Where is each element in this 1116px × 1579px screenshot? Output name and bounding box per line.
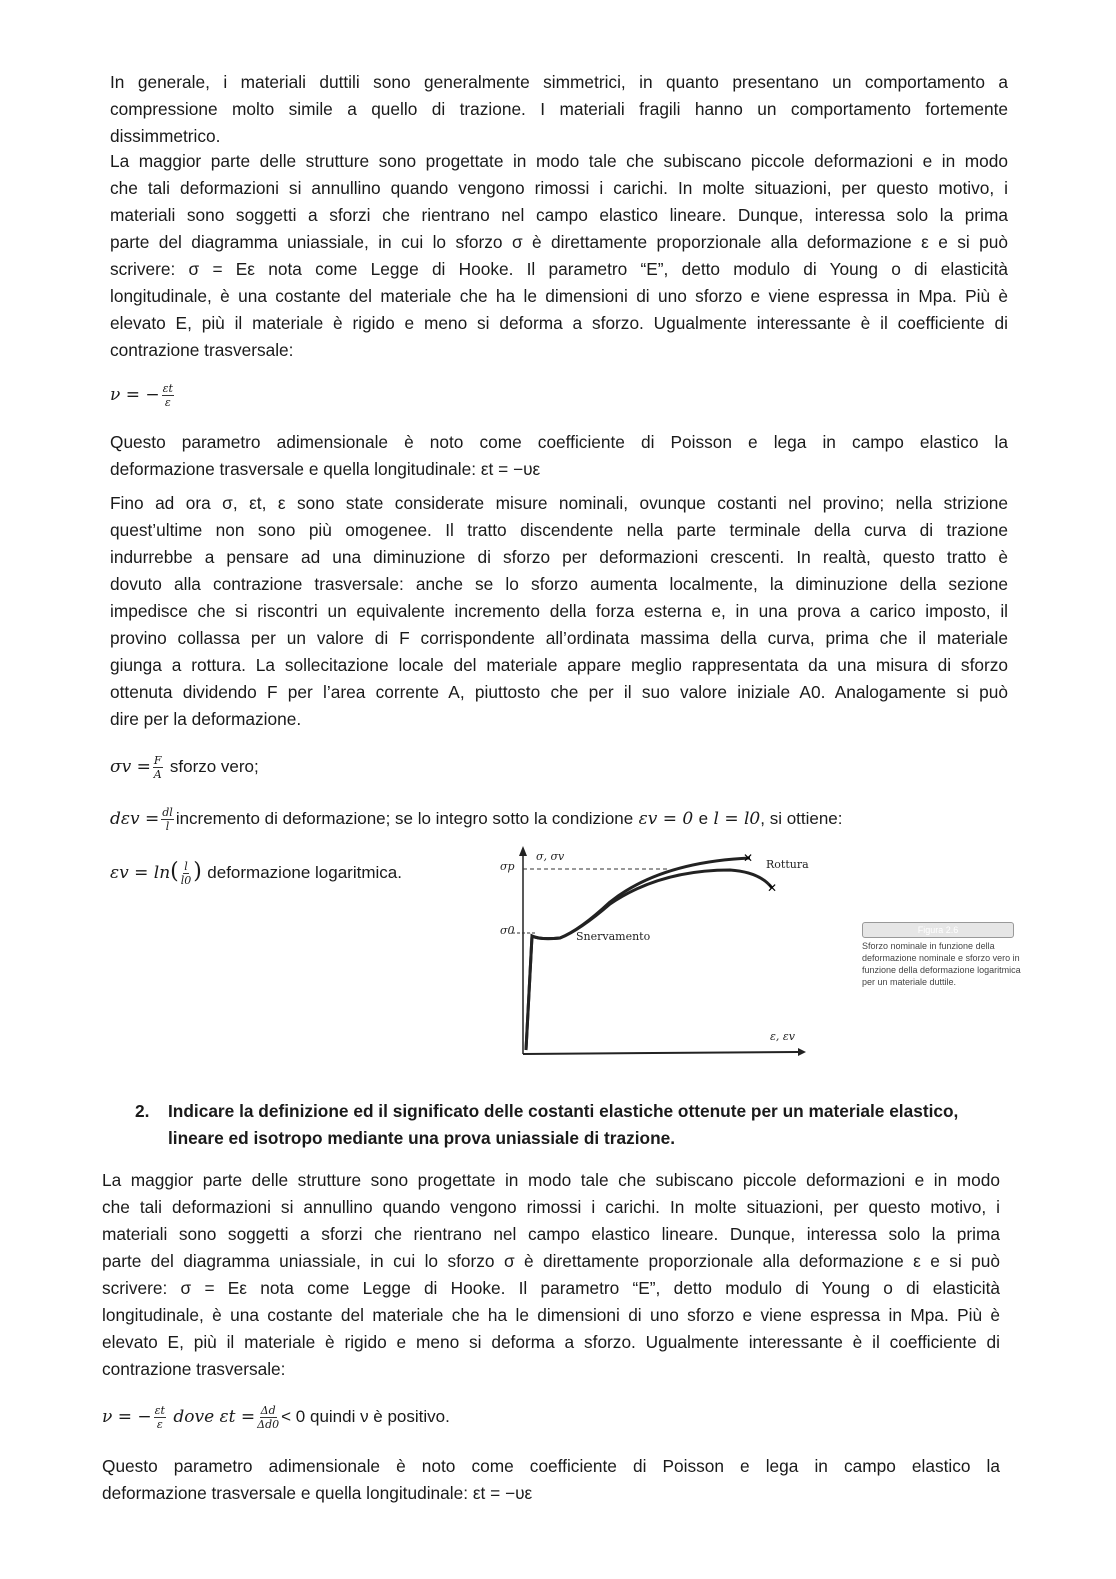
x-axis-label: ε, εv: [770, 1030, 796, 1043]
text-line: Fino ad ora σ, εt, ε sono state considerate misure nominali, ovunque costanti nel provino; nella strizione: [110, 493, 1008, 513]
figure-caption: Sforzo nominale in funzione della deformazione nominale e sforzo vero in funzione della deformazione logaritmica per un materiale duttile.: [862, 941, 1021, 987]
paragraph-1: [110, 69, 1008, 150]
text-line: materiali sono soggetti a sforzi che rientrano nel campo elastico lineare. Dunque, interessa solo la prima: [110, 205, 1008, 225]
log-strain-formula: εv = ln( $\frac{l}{l0}$ ) deformazione logaritmica.: [110, 859, 402, 887]
break-mark-nominal: ✕: [767, 881, 778, 895]
text-line: dissimmetrico.: [110, 126, 221, 146]
formula-mid: dove εt =: [173, 1407, 256, 1427]
text-line: deformazione trasversale e quella longitudinale: εt = −υε: [102, 1483, 533, 1503]
text-line: impedisce che si riscontri un equivalente incremento della forza esterna e, in una prova a carico imposto, il: [110, 601, 1008, 621]
text-line: Questo parametro adimensionale è noto come coefficiente di Poisson e lega in campo elastico la: [102, 1456, 1000, 1476]
question-text: [168, 1098, 958, 1152]
text-line: dire per la deformazione.: [110, 709, 302, 729]
text-line: materiali sono soggetti a sforzi che rientrano nel campo elastico lineare. Dunque, interessa solo la prima: [102, 1224, 1000, 1244]
numerator: F: [153, 754, 162, 767]
sigma-0-label: σ0: [500, 924, 515, 937]
text-line: contrazione trasversale:: [102, 1359, 286, 1379]
strain-increment-formula: [110, 805, 842, 833]
text-line: dovuto alla contrazione trasversale: anche se lo sforzo aumenta localmente, la diminuzione della sezione: [110, 574, 1008, 594]
denominator: Δd0: [257, 1418, 280, 1431]
text-line: contrazione trasversale:: [110, 340, 294, 360]
break-label: Rottura: [766, 858, 809, 871]
poisson-formula: [110, 382, 176, 409]
text-line: compressione molto simile a quello di trazione. I materiali fragili hanno un comportamento fortemente: [110, 99, 1008, 119]
x-axis-arrow: [798, 1048, 806, 1056]
conjunction: e: [698, 809, 709, 828]
denominator: l0: [180, 874, 192, 887]
nominal-stress-curve: [526, 870, 772, 1050]
text-line: elevato E, più il materiale è rigido e meno si deforma a sforzo. Ugualmente interessante è il coefficiente di: [110, 313, 1008, 333]
text-line: La maggior parte delle strutture sono progettate in modo tale che subiscano piccole deformazioni e in modo: [110, 151, 1008, 171]
y-axis-label: σ, σv: [536, 850, 565, 863]
numerator: εt: [154, 1404, 165, 1417]
text-line: longitudinale, è una costante del materiale che ha le dimensioni di uno sforzo e viene espressa in Mpa. Più è: [110, 286, 1008, 306]
formula-text: < 0 quindi ν è positivo.: [281, 1407, 450, 1426]
true-stress-formula: [110, 753, 259, 781]
denominator: ε: [164, 396, 171, 409]
condition-2: l = l0: [713, 809, 761, 829]
question-heading: [135, 1098, 149, 1125]
text-line: provino collassa per un valore di F corrispondente all’ordinata massima della curva, prima che il materiale: [110, 628, 1008, 648]
paragraph-3: [110, 429, 1008, 483]
text-line: deformazione trasversale e quella longitudinale: εt = −υε: [110, 459, 541, 479]
paragraph-5: [102, 1167, 1000, 1383]
question-number: 2.: [135, 1101, 150, 1121]
stress-strain-diagram: [490, 840, 830, 1060]
figure-caption-title: Figura 2.6: [862, 922, 1014, 938]
formula-text: sforzo vero;: [169, 757, 259, 776]
text-line: ottenuta dividendo F per l’area corrente A, piuttosto che per il suo valore iniziale A0. Analogamente si può: [110, 682, 1008, 702]
stress-strain-figure: [490, 840, 830, 1065]
text-line: longitudinale, è una costante del materiale che ha le dimensioni di uno sforzo e viene espressa in Mpa. Più è: [102, 1305, 1000, 1325]
text-line: che tali deformazioni si annullino quando vengono rimossi i carichi. In molte situazioni, per questo motivo, i: [102, 1197, 1000, 1217]
text-line: scrivere: σ = Eε nota come Legge di Hooke. Il parametro “E”, detto modulo di Young o di elasticità: [110, 259, 1008, 279]
formula-lhs: ν = −: [102, 1407, 152, 1427]
y-axis-arrow: [519, 846, 527, 856]
paragraph-6: [102, 1453, 1000, 1507]
break-mark-true: ✕: [743, 851, 754, 865]
text-line: Questo parametro adimensionale è noto come coefficiente di Poisson e lega in campo elastico la: [110, 432, 1008, 452]
numerator: dl: [162, 806, 173, 819]
heading-line: lineare ed isotropo mediante una prova uniassiale di trazione.: [168, 1128, 676, 1148]
text-line: quest’ultime non sono più omogenee. Il tratto discendente nella parte terminale della curva di trazione: [110, 520, 1008, 540]
formula-lhs: σv =: [110, 757, 151, 777]
text-line: parte del diagramma uniassiale, in cui lo sforzo σ è direttamente proporzionale alla deformazione ε e si può: [110, 232, 1008, 252]
text-line: La maggior parte delle strutture sono progettate in modo tale che subiscano piccole deformazioni e in modo: [102, 1170, 1000, 1190]
paragraph-2: [110, 148, 1008, 364]
text-line: indurrebbe a pensare ad una diminuzione di sforzo per deformazioni crescenti. In realtà, questo tratto è: [110, 547, 1008, 567]
text-line: scrivere: σ = Eε nota come Legge di Hooke. Il parametro “E”, detto modulo di Young o di elasticità: [102, 1278, 1000, 1298]
numerator: Δd: [260, 1404, 276, 1417]
paragraph-4: [110, 490, 1008, 733]
denominator: A: [153, 768, 162, 781]
denominator: l: [165, 820, 170, 833]
text-line: elevato E, più il materiale è rigido e meno si deforma a sforzo. Ugualmente interessante è il coefficiente di: [102, 1332, 1000, 1352]
formula-text: incremento di deformazione; se lo integro sotto la condizione: [175, 809, 634, 828]
formula-text: deformazione logaritmica.: [207, 863, 402, 882]
x-axis: [523, 1052, 798, 1054]
formula-end: , si ottiene:: [760, 809, 843, 828]
poisson-formula-2: [102, 1403, 450, 1431]
formula-lhs: dεv =: [110, 809, 160, 829]
denominator: ε: [156, 1418, 163, 1431]
condition: εv = 0: [638, 809, 694, 829]
yield-label: Snervamento: [576, 930, 651, 943]
formula-lhs: ν = −: [110, 385, 160, 405]
text-line: parte del diagramma uniassiale, in cui lo sforzo σ è direttamente proporzionale alla deformazione ε e si può: [102, 1251, 1000, 1271]
numerator: εt: [162, 382, 173, 395]
text-line: In generale, i materiali duttili sono generalmente simmetrici, in quanto presentano un comportamento a: [110, 72, 1008, 92]
heading-line: Indicare la definizione ed il significato delle costanti elastiche ottenute per un materiale elastico,: [168, 1101, 959, 1121]
formula-lhs: εv = ln: [110, 863, 171, 883]
sigma-p-label: σp: [500, 860, 515, 873]
text-line: giunga a rottura. La sollecitazione locale del materiale appare meglio rappresentata da una misura di sforzo: [110, 655, 1008, 675]
text-line: che tali deformazioni si annullino quando vengono rimossi i carichi. In molte situazioni, per questo motivo, i: [110, 178, 1008, 198]
numerator: l: [184, 860, 188, 873]
